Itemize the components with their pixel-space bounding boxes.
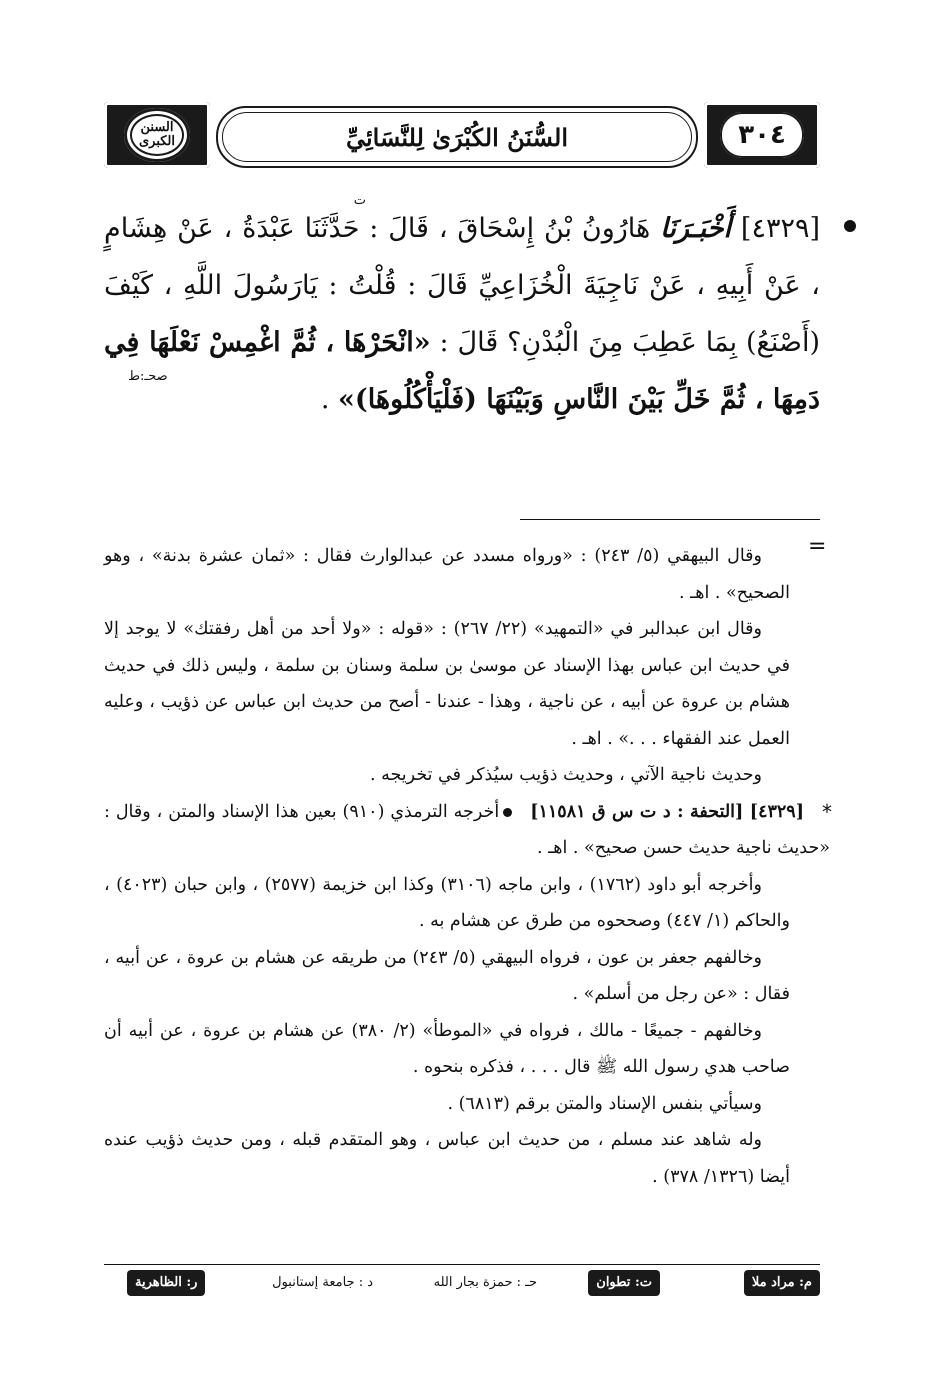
hadith-isnad: هَارُونُ بْنُ إِسْحَاقَ ، قَالَ : حَدَّثَنَا عَبْدَةُ ، عَنْ هِشَامٍ ، عَنْ أَبِيهِ ، عَنْ نَاجِيَةَ الْخُزَاعِيِّ قَالَ : قُلْتُ : يَارَسُولَ اللَّهِ ، كَيْفَ (أَصْنَعُ) بِمَا عَطِبَ مِنَ الْبُدْنِ؟ قَالَ : <box>104 213 820 358</box>
book-title: السُّنَنُ الكُبْرَىٰ لِلنَّسَائِيِّ <box>345 122 569 152</box>
page-number-ornament <box>704 102 820 168</box>
continuation-mark: = <box>808 534 827 559</box>
hadith-text <box>104 193 820 428</box>
note-6: وخالفهم جعفر بن عون ، فرواه البيهقي (٥/ ٢٤٣) من طريقه عن هشام بن عروة ، عن أبيه ، فقال : «عن رجل من أسلم» . <box>104 947 790 1004</box>
book-logo-medallion: السنن الكبرى <box>124 108 190 162</box>
note-1: وقال البيهقي (٥/ ٢٤٣) : «ورواه مسدد عن عبدالوارث فقال : «ثمان عشرة بدنة» ، وهو الصحيح» . اهـ . <box>104 546 790 603</box>
siglum-r: ر: الظاهرية <box>127 1270 205 1296</box>
siglum-t: ت: تطوان <box>588 1270 660 1296</box>
bottom-rule <box>104 1264 820 1265</box>
note-9: وله شاهد عند مسلم ، من حديث ابن عباس ، وهو المتقدم قبله ، ومن حديث ذؤيب عنده أيضا (١٣٢٦/ ٣٧٨) . <box>104 1130 790 1187</box>
note-2: وقال ابن عبدالبر في «التمهيد» (٢٢/ ٢٦٧) : «قوله : «ولا أحد من أهل رفقتك» لا يوجد إلا في حديث ابن عباس بهذا الإسناد عن موسىٰ بن سلمة وسنان بن سلمة ، وليس ذلك في حديث هشام بن عروة عن أبيه ، عن ناجية ، وهذا - عندنا - أصح من حديث ابن عباس عن ذؤيب ، وعليه العمل عند الفقهاء . . .» . اهـ . <box>104 619 790 749</box>
hadith-akhbarana: أَخْبَـرَنَا <box>660 213 732 244</box>
gloss-ta: ت <box>353 193 366 208</box>
footnote-separator <box>520 519 820 520</box>
hadith-bullet-icon <box>844 220 856 232</box>
tahqiq-text: أخرجه الترمذي (٩١٠) بعين هذا الإسناد والمتن ، وقال : «حديث ناجية حديث حسن صحيح» . اهـ . <box>104 801 830 858</box>
book-logo-ornament <box>104 102 210 168</box>
hadith-prophet-words: «انْحَرْهَا ، ثُمَّ اغْمِسْ نَعْلَهَا فِي دَمِهَا ، ثُمَّ خَلِّ بَيْنَ النَّاسِ وَبَيْنَهَا (فَلْيَأْكُلُوهَا)» <box>104 327 820 415</box>
hadith-number: [٤٣٢٩] <box>740 213 820 244</box>
title-frame <box>216 106 698 168</box>
tahqiq-dot-icon <box>503 808 512 817</box>
note-5: وأخرجه أبو داود (١٧٦٢) ، وابن ماجه (٣١٠٦) وكذا ابن خزيمة (٢٥٧٧) ، وابن حبان (٤٠٢٣) ، والحاكم (١/ ٤٤٧) وصححوه من طرق عن هشام به . <box>104 874 790 931</box>
note-7: وخالفهم - جميعًا - مالك ، فرواه في «الموطأ» (٢/ ٣٨٠) عن هشام بن عروة ، عن أبيه أن صاحب هدي رسول الله ﷺ قال . . . ، فذكره بنحوه . <box>104 1020 790 1077</box>
footnotes <box>104 538 832 1195</box>
siglum-h: حـ : حمزة بجار الله <box>433 1275 537 1290</box>
tahqiq-entry <box>104 794 830 867</box>
page-number: ٣٠٤ <box>720 112 804 158</box>
siglum-m: م: مراد ملا <box>744 1270 820 1296</box>
gloss-sahha: صحـ:ط <box>128 369 168 384</box>
siglum-d: د : جامعة إستانبول <box>272 1275 373 1290</box>
note-3: وحديث ناجية الآتي ، وحديث ذؤيب سيُذكر في تخريجه . <box>369 765 762 785</box>
hadith-end: . <box>320 384 339 415</box>
page-header <box>104 102 820 168</box>
note-8: وسيأتي بنفس الإسناد والمتن برقم (٦٨١٣) . <box>447 1093 762 1114</box>
tahqiq-reference: [٤٣٢٩] [التحفة : د ت س ق ١١٥٨١] <box>530 801 804 822</box>
tahqiq-star-icon: * <box>822 799 832 824</box>
